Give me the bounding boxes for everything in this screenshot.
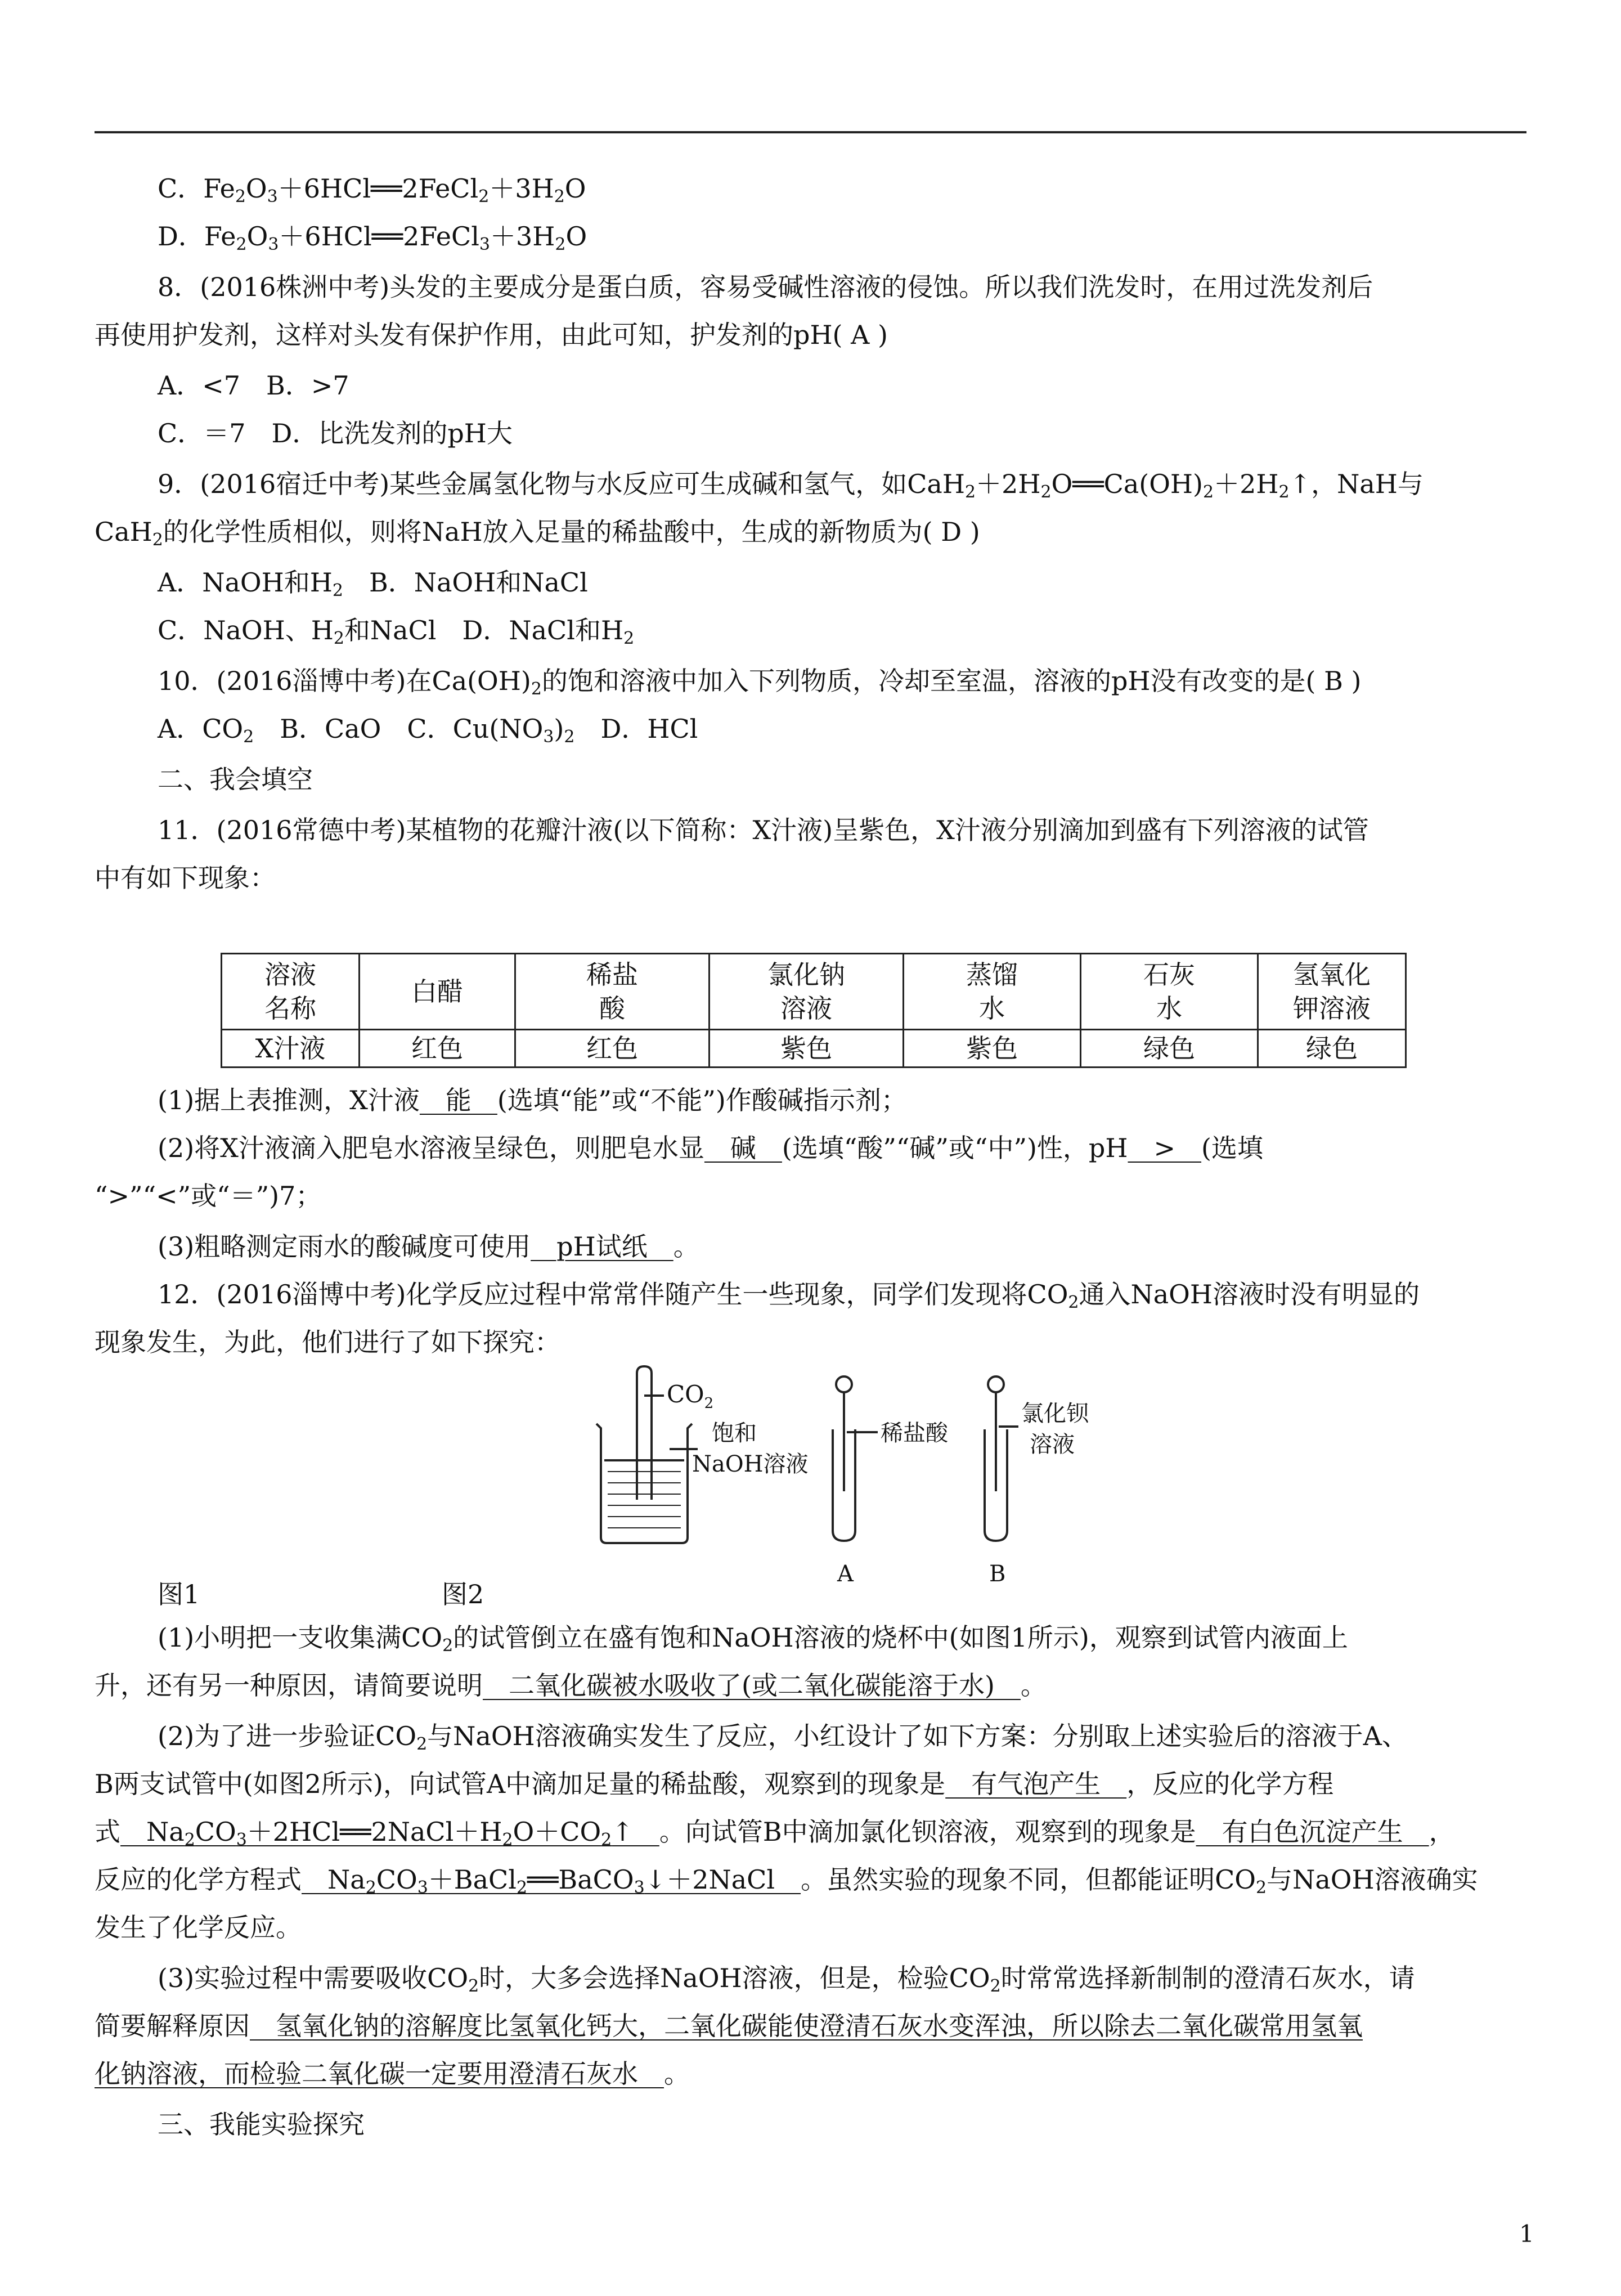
q8-options-ab: A．<7 B．>7 [158, 370, 349, 401]
q12-part2-line2: B两支试管中(如图2所示)，向试管A中滴加足量的稀盐酸，观察到的现象是 有气泡产生 ，反应的化学方程 [95, 1769, 1334, 1799]
answer-blank: > [1128, 1133, 1202, 1163]
q12-part3-line1: (3)实验过程中需要吸收$CO_2$时，大多会选择NaOH溶液，但是，检验$CO_2$时常常选择新制制的澄清石灰水，请 [158, 1963, 1415, 1996]
q12-part1-line1: (1)小明把一支收集满$CO_2$的试管倒立在盛有饱和NaOH溶液的烧杯中(如图1所示)，观察到试管内液面上 [158, 1622, 1348, 1656]
table-row [222, 1030, 1406, 1068]
q10-options: A．$CO_2$ B．CaO C．$Cu(NO_3)_2$ D．HCl [158, 714, 698, 747]
q12-stem-line1: 12．(2016淄博中考)化学反应过程中常常伴随产生一些现象，同学们发现将$CO_2$通入NaOH溶液时没有明显的 [158, 1279, 1420, 1312]
table-header-cell: 氢氧化 钾溶液 [1258, 954, 1406, 1030]
q12-part2-line1: (2)为了进一步验证$CO_2$与NaOH溶液确实发生了反应，小红设计了如下方案：分别取上述实验后的溶液于A、 [158, 1721, 1408, 1754]
figure-2-caption: 图2 [442, 1579, 484, 1609]
answer-blank: 碱 [704, 1133, 782, 1163]
section-heading-2: 二、我会填空 [158, 764, 313, 795]
bacl2-label-line2: 溶液 [1030, 1432, 1075, 1458]
table-header-cell: 稀盐 酸 [515, 954, 710, 1030]
table-cell: 绿色 [1258, 1030, 1406, 1068]
test-tube-a [833, 1376, 878, 1541]
answer-blank: 氢氧化钠的溶解度比氢氧化钙大，二氧化碳能使澄清石灰水变浑浊，所以除去二氧化碳常用氢氧 [250, 2011, 1363, 2041]
q12-part2-line4: 反应的化学方程式 $Na_2CO_3+BaCl_2══BaCO_3↓+2NaCl$ 。虽然实验的现象不同，但都能证明$CO_2$与NaOH溶液确实 [95, 1864, 1478, 1898]
q8-stem-line1: 8．(2016株洲中考)头发的主要成分是蛋白质，容易受碱性溶液的侵蚀。所以我们洗发时，在用过洗发剂后 [158, 272, 1373, 302]
q11-part2: (2)将X汁液滴入肥皂水溶液呈绿色，则肥皂水显 碱 (选填“酸”“碱”或“中”)性，pH > (选填 [158, 1133, 1263, 1163]
answer-blank: 化钠溶液，而检验二氧化碳一定要用澄清石灰水 [95, 2059, 664, 2089]
figure-1-caption: 图1 [158, 1579, 200, 1609]
table-header-cell: 石灰 水 [1081, 954, 1258, 1030]
answer-blank: 二氧化碳被水吸收了(或二氧化碳能溶于水) [483, 1670, 1021, 1701]
answer-blank: 有白色沉淀产生 [1196, 1817, 1429, 1847]
table-cell: 紫色 [710, 1030, 904, 1068]
bacl2-label-line1: 氯化钡 [1021, 1401, 1089, 1427]
table-header-cell: 白醋 [360, 954, 515, 1030]
q7-option-c: C．$Fe_2O_3+6HCl══2FeCl_2+3H_2O$ [158, 173, 586, 207]
q11-part3: (3)粗略测定雨水的酸碱度可使用 pH试纸 。 [158, 1231, 699, 1262]
indicator-table [221, 953, 1407, 1068]
answer-blank: $Na_2CO_3+BaCl_2══BaCO_3↓+2NaCl$ [302, 1864, 801, 1898]
table-cell: 紫色 [904, 1030, 1081, 1068]
header-rule [95, 131, 1526, 133]
page-number: 1 [1519, 2220, 1534, 2248]
experiment-figure [585, 1362, 1148, 1609]
q8-options-cd: C．＝7 D．比洗发剂的pH大 [158, 418, 513, 449]
answer-blank: $Na_2CO_3+2HCl══2NaCl+H_2O+CO_2↑$ [120, 1817, 659, 1850]
answer-blank: 能 [419, 1085, 497, 1115]
q12-part2-line5: 发生了化学反应。 [95, 1912, 302, 1943]
q9-options-ab: A．NaOH和$H_2$ B．NaOH和NaCl [158, 567, 588, 600]
q10-stem: 10．(2016淄博中考)在$Ca(OH)_2$的饱和溶液中加入下列物质，冷却至室温，溶液的pH没有改变的是( B ) [158, 666, 1362, 699]
table-cell: 红色 [360, 1030, 515, 1068]
q11-stem-line2: 中有如下现象： [95, 863, 276, 893]
co2-label: $CO_2$ [667, 1380, 714, 1412]
table-header-cell: 溶液 名称 [222, 954, 360, 1030]
table-cell: 绿色 [1081, 1030, 1258, 1068]
naoh-solution-label: NaOH溶液 [692, 1451, 809, 1477]
answer-blank: 有气泡产生 [945, 1769, 1127, 1799]
inverted-test-tube [637, 1366, 652, 1500]
tube-b-label: B [989, 1561, 1006, 1587]
q9-options-cd: C．NaOH、$H_2$和NaCl D．NaCl和$H_2$ [158, 615, 635, 648]
q9-stem-line2: CaH$_2$的化学性质相似，则将NaH放入足量的稀盐酸中，生成的新物质为( D ) [95, 517, 980, 550]
section-heading-3: 三、我能实验探究 [158, 2109, 365, 2140]
q12-part2-line3: 式 $Na_2CO_3+2HCl══2NaCl+H_2O+CO_2↑$ 。向试管B中滴加氯化钡溶液，观察到的现象是 有白色沉淀产生 ， [95, 1817, 1455, 1850]
q12-part3-line3: 化钠溶液，而检验二氧化碳一定要用澄清石灰水 。 [95, 2059, 690, 2089]
table-cell: 红色 [515, 1030, 710, 1068]
q9-stem-line1: 9．(2016宿迁中考)某些金属氢化物与水反应可生成碱和氢气，如$CaH_2+2H_2O══Ca(OH)_2+2H_2↑$，NaH与 [158, 469, 1424, 502]
q11-part2-cont: “>”“<”或“＝”)7； [95, 1181, 322, 1211]
q8-stem-line2: 再使用护发剂，这样对头发有保护作用，由此可知，护发剂的pH( A ) [95, 320, 888, 350]
table-cell: X汁液 [222, 1030, 360, 1068]
test-tube-b [985, 1376, 1018, 1541]
q12-part3-line2: 简要解释原因 氢氧化钠的溶解度比氢氧化钙大，二氧化碳能使澄清石灰水变浑浊，所以除去二氧化碳常用氢氧 [95, 2011, 1363, 2041]
q11-part1: (1)据上表推测，X汁液 能 (选填“能”或“不能”)作酸碱指示剂； [158, 1085, 907, 1115]
q12-part1-line2: 升，还有另一种原因，请简要说明 二氧化碳被水吸收了(或二氧化碳能溶于水) 。 [95, 1670, 1047, 1701]
q7-option-d: D．$Fe_2O_3+6HCl══2FeCl_3+3H_2O$ [158, 221, 587, 254]
q11-stem-line1: 11．(2016常德中考)某植物的花瓣汁液(以下简称：X汁液)呈紫色，X汁液分别滴加到盛有下列溶液的试管 [158, 815, 1369, 845]
table-header-cell: 蒸馏 水 [904, 954, 1081, 1030]
table-header-row [222, 954, 1406, 1030]
answer-blank: pH试纸 [531, 1231, 673, 1262]
tube-a-label: A [837, 1561, 854, 1587]
q12-stem-line2: 现象发生，为此，他们进行了如下探究： [95, 1327, 560, 1357]
dilute-hcl-label: 稀盐酸 [881, 1420, 948, 1446]
saturated-label: 饱和 [712, 1420, 757, 1446]
table-header-cell: 氯化钠 溶液 [710, 954, 904, 1030]
